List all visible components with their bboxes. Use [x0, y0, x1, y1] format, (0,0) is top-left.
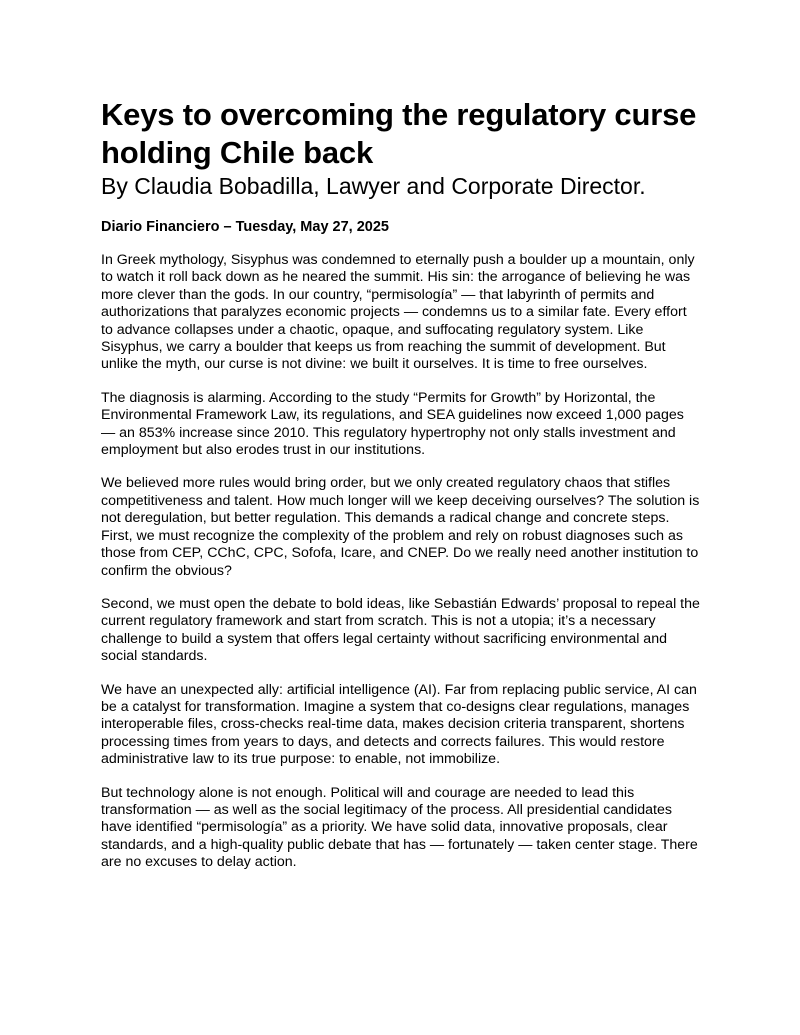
article-paragraph-2: The diagnosis is alarming. According to the study “Permits for Growth” by Horizontal, the Environmental Framework Law, its regulations, and SEA guidelines now exceed 1,000 pages — an 853% increase since 2010. This regulatory hypertrophy not only stalls investment and employment but also erodes trust in our institutions.: [101, 389, 684, 459]
article-paragraph-5: We have an unexpected ally: artificial intelligence (AI). Far from replacing public service, AI can be a catalyst for transformation. Imagine a system that co-designs clear regulations, manages interoperable files, cross-checks real-time data, makes decision criteria transparent, shortens processing times from years to days, and detects and corrects failures. This would restore administrative law to its true purpose: to enable, not immobilize.: [101, 681, 697, 768]
article-byline: By Claudia Bobadilla, Lawyer and Corporate Director.: [101, 173, 646, 199]
article-paragraph-6: But technology alone is not enough. Political will and courage are needed to lead this transformation — as well as the social legitimacy of the process. All presidential candidates have identified “permisología” as a priority. We have solid data, innovative proposals, clear standards, and a high-quality public debate that has — fortunately — taken center stage. There are no excuses to delay action.: [101, 784, 698, 871]
article-paragraph-1: In Greek mythology, Sisyphus was condemned to eternally push a boulder up a mountain, only to watch it roll back down as he neared the summit. His sin: the arrogance of believing he was more clever than the gods. In our country, “permisología” — that labyrinth of permits and authorizations that paralyzes economic projects — condemns us to a similar fate. Every effort to advance collapses under a chaotic, opaque, and suffocating regulatory system. Like Sisyphus, we carry a boulder that keeps us from reaching the summit of development. But unlike the myth, our curse is not divine: we built it ourselves. It is time to free ourselves.: [101, 252, 695, 373]
article: [101, 96, 701, 872]
article-paragraph-4: Second, we must open the debate to bold ideas, like Sebastián Edwards’ proposal to repeal the current regulatory framework and start from scratch. This is not a utopia; it’s a necessary challenge to build a system that offers legal certainty without sacrificing environmental and social standards.: [101, 595, 700, 665]
article-paragraph-3: We believed more rules would bring order, but we only created regulatory chaos that stifles competitiveness and talent. How much longer will we keep deceiving ourselves? The solution is not deregulation, but better regulation. This demands a radical change and concrete steps. First, we must recognize the complexity of the problem and rely on robust diagnoses such as those from CEP, CChC, CPC, Sofofa, Icare, and CNEP. Do we really need another institution to confirm the obvious?: [101, 475, 700, 579]
article-title: Keys to overcoming the regulatory curse holding Chile back: [101, 97, 697, 170]
article-source-date: Diario Financiero – Tuesday, May 27, 2025: [101, 219, 389, 235]
